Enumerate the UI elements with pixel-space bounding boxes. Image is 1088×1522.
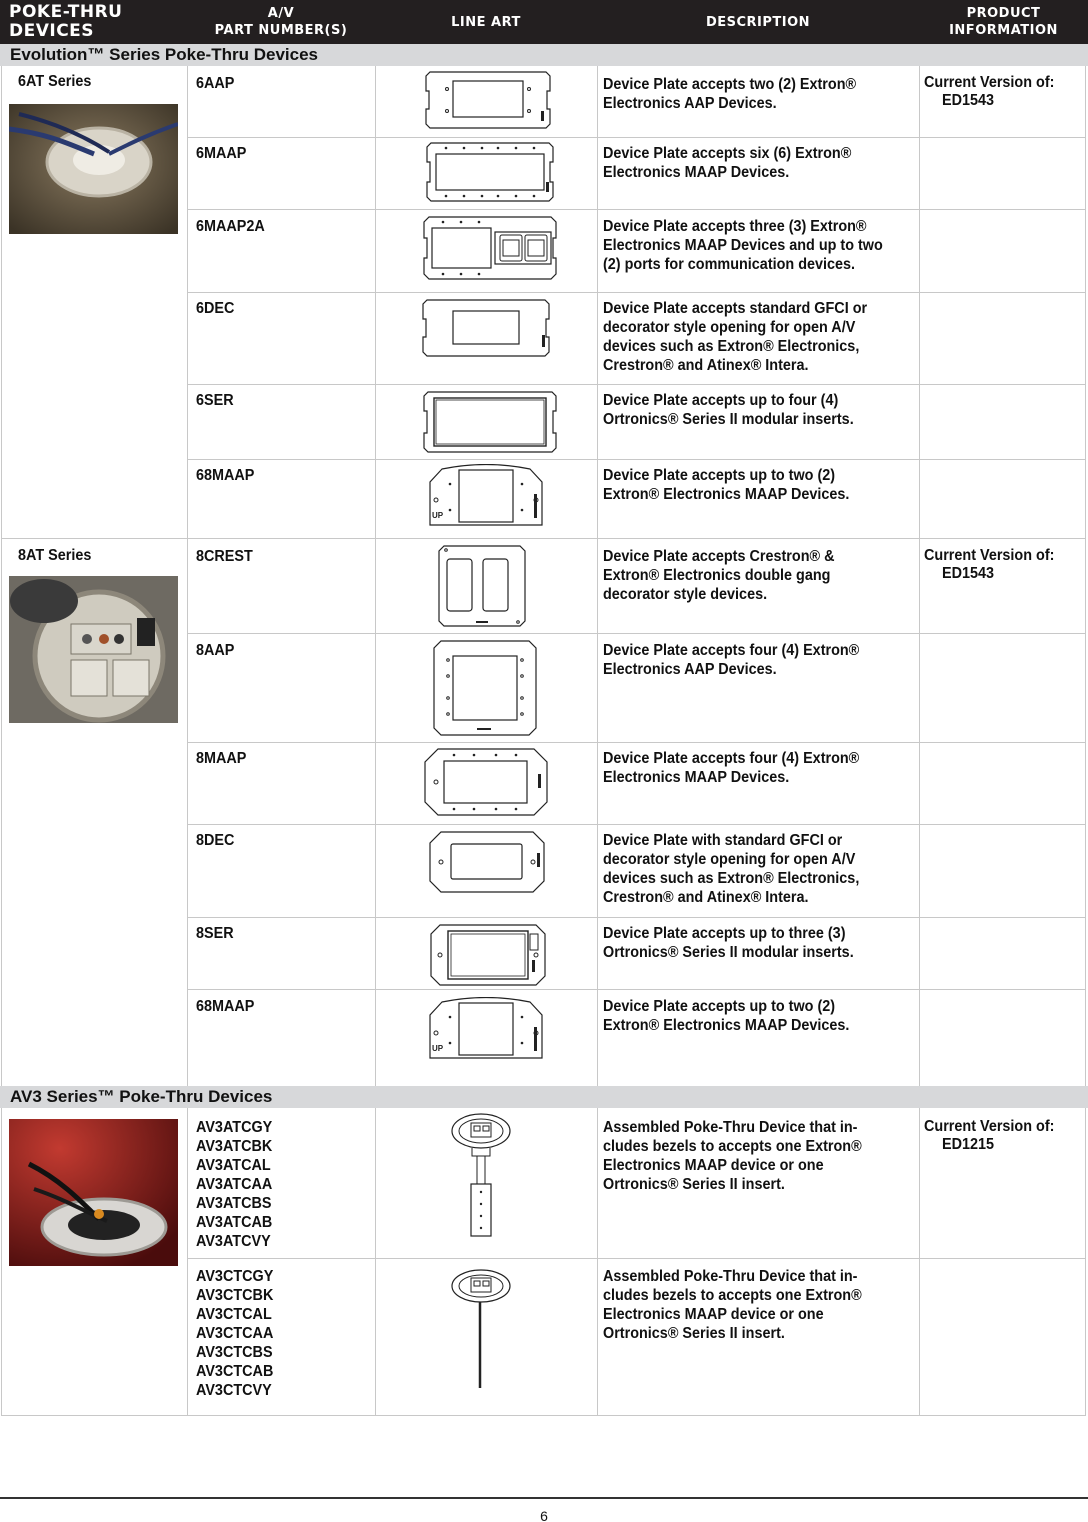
- part-number: 8SER: [196, 925, 234, 942]
- grid-line: [1085, 1108, 1086, 1416]
- photo-6at-series: [9, 104, 178, 234]
- line-art-8aap: [433, 640, 537, 736]
- grid-line: [1, 66, 2, 1086]
- line-art-68maap: [428, 464, 544, 526]
- grid-line: [187, 459, 1086, 460]
- part-number-list: [196, 1118, 272, 1251]
- line-art-8maap: [424, 748, 548, 816]
- line-art-8ser: [430, 924, 546, 986]
- grid-line: [187, 137, 1086, 138]
- grid-line: [187, 633, 1086, 634]
- description: Device Plate accepts standard GFCI or decorator style opening for open A/V devices such as Extron® Electronics, Crestron® and Atinex® Intera.: [603, 300, 868, 374]
- grid-line: [1, 1415, 1086, 1416]
- table-header: [0, 0, 1088, 44]
- grid-line: [187, 66, 188, 1086]
- part-number: AV3CTCVY: [196, 1382, 272, 1399]
- section-av3-title: AV3 Series™ Poke-Thru Devices: [0, 1086, 1088, 1108]
- description: Device Plate accepts two (2) Extron® Electronics AAP Devices.: [603, 76, 857, 112]
- grid-line: [187, 1108, 188, 1416]
- description: Device Plate accepts up to two (2) Extron® Electronics MAAP Devices.: [603, 467, 850, 503]
- grid-line: [187, 824, 1086, 825]
- description: Device Plate with standard GFCI or decorator style opening for open A/V devices such as Extron® Electronics, Crestron® and Atinex® Intera.: [603, 832, 860, 906]
- part-number: 68MAAP: [196, 467, 255, 484]
- photo-8at-series: [9, 576, 178, 723]
- product-info-label: Current Version of:: [924, 1118, 1055, 1135]
- description: Device Plate accepts up to three (3) Ortronics® Series II modular inserts.: [603, 925, 854, 961]
- line-art-6maap: [426, 142, 554, 202]
- part-number: AV3ATCAB: [196, 1214, 273, 1231]
- part-number: 8DEC: [196, 832, 235, 849]
- grid-line: [187, 1258, 1086, 1259]
- description: Device Plate accepts four (4) Extron® Electronics MAAP Devices.: [603, 750, 860, 786]
- grid-line: [187, 292, 1086, 293]
- part-number: AV3ATCBS: [196, 1195, 272, 1212]
- part-number: AV3ATCBK: [196, 1138, 273, 1155]
- grid-line: [597, 1108, 598, 1416]
- part-number: 6DEC: [196, 300, 235, 317]
- header-poke-thru-devices: POKE-THRU DEVICES: [9, 2, 123, 41]
- product-info-value: ED1543: [942, 565, 995, 582]
- part-number: 8MAAP: [196, 750, 247, 767]
- line-art-av3ctc: [450, 1268, 512, 1390]
- header-part-numbers: A/V PART NUMBER(S): [214, 6, 348, 38]
- product-info: [924, 1118, 1054, 1154]
- product-info-label: Current Version of:: [924, 547, 1055, 564]
- header-line-art: LINE ART: [451, 14, 521, 30]
- part-number: AV3ATCAA: [196, 1176, 273, 1193]
- part-number: 8AAP: [196, 642, 235, 659]
- art-up-label: UP: [432, 1044, 444, 1053]
- product-info: [924, 74, 1054, 110]
- part-number: 8CREST: [196, 548, 253, 565]
- part-number: AV3ATCGY: [196, 1119, 273, 1136]
- grid-line: [1, 538, 1086, 539]
- grid-line: [597, 66, 598, 1086]
- description: Device Plate accepts four (4) Extron® Electronics AAP Devices.: [603, 642, 860, 678]
- line-art-6ser: [423, 391, 557, 453]
- grid-line: [375, 1108, 376, 1416]
- header-product-information: PRODUCT INFORMATION: [949, 6, 1058, 38]
- series-6at-label: 6AT Series: [18, 73, 92, 90]
- line-art-8crest: [438, 545, 526, 627]
- part-number: AV3CTCBS: [196, 1344, 273, 1361]
- line-art-8dec: [429, 831, 545, 893]
- grid-line: [187, 742, 1086, 743]
- part-number: AV3CTCBK: [196, 1287, 274, 1304]
- part-number: AV3CTCAL: [196, 1306, 272, 1323]
- grid-line: [187, 384, 1086, 385]
- page-number: 6: [540, 1508, 548, 1522]
- part-number: AV3CTCAB: [196, 1363, 274, 1380]
- part-number-list: [196, 1267, 273, 1400]
- line-art-6aap: [425, 71, 551, 129]
- description: Device Plate accepts up to two (2) Extron® Electronics MAAP Devices.: [603, 998, 850, 1034]
- grid-line: [919, 1108, 920, 1416]
- part-number: AV3CTCGY: [196, 1268, 274, 1285]
- description: Device Plate accepts three (3) Extron® Electronics MAAP Devices and up to two (2) ports for communication devices.: [603, 218, 883, 273]
- grid-line: [919, 66, 920, 1086]
- line-art-68maap-8at: [428, 997, 544, 1059]
- section-evolution-title: Evolution™ Series Poke-Thru Devices: [0, 44, 1088, 66]
- grid-line: [1085, 66, 1086, 1086]
- grid-line: [375, 66, 376, 1086]
- part-number: AV3ATCAL: [196, 1157, 271, 1174]
- part-number: AV3ATCVY: [196, 1233, 271, 1250]
- description: Device Plate accepts up to four (4) Ortronics® Series II modular inserts.: [603, 392, 854, 428]
- part-number: 6AAP: [196, 75, 235, 92]
- part-number: 68MAAP: [196, 998, 255, 1015]
- grid-line: [187, 917, 1086, 918]
- description: Device Plate accepts six (6) Extron® Electronics MAAP Devices.: [603, 145, 852, 181]
- photo-av3-series: [9, 1119, 178, 1266]
- product-info-value: ED1543: [942, 92, 995, 109]
- description: Assembled Poke-Thru Device that in-cludes bezels to accepts one Extron® Electronics MAAP device or one Ortronics® Series II insert.: [603, 1268, 862, 1342]
- part-number: 6SER: [196, 392, 234, 409]
- part-number: 6MAAP2A: [196, 218, 265, 235]
- footer-rule: [0, 1497, 1088, 1499]
- product-info-value: ED1215: [942, 1136, 995, 1153]
- part-number: 6MAAP: [196, 145, 247, 162]
- part-number: AV3CTCAA: [196, 1325, 274, 1342]
- line-art-6dec: [422, 299, 550, 357]
- grid-line: [187, 209, 1086, 210]
- product-info-label: Current Version of:: [924, 74, 1055, 91]
- grid-line: [187, 989, 1086, 990]
- line-art-6maap2a: [423, 216, 557, 280]
- header-description: DESCRIPTION: [705, 14, 811, 30]
- line-art-av3atc: [450, 1112, 512, 1242]
- series-8at-label: 8AT Series: [18, 547, 92, 564]
- product-info: [924, 547, 1054, 583]
- description: Assembled Poke-Thru Device that in-cludes bezels to accepts one Extron® Electronics MAAP device or one Ortronics® Series II insert.: [603, 1119, 862, 1193]
- art-up-label: UP: [432, 511, 444, 520]
- grid-line: [1, 1108, 2, 1416]
- description: Device Plate accepts Crestron® & Extron® Electronics double gang decorator style devices.: [603, 548, 835, 603]
